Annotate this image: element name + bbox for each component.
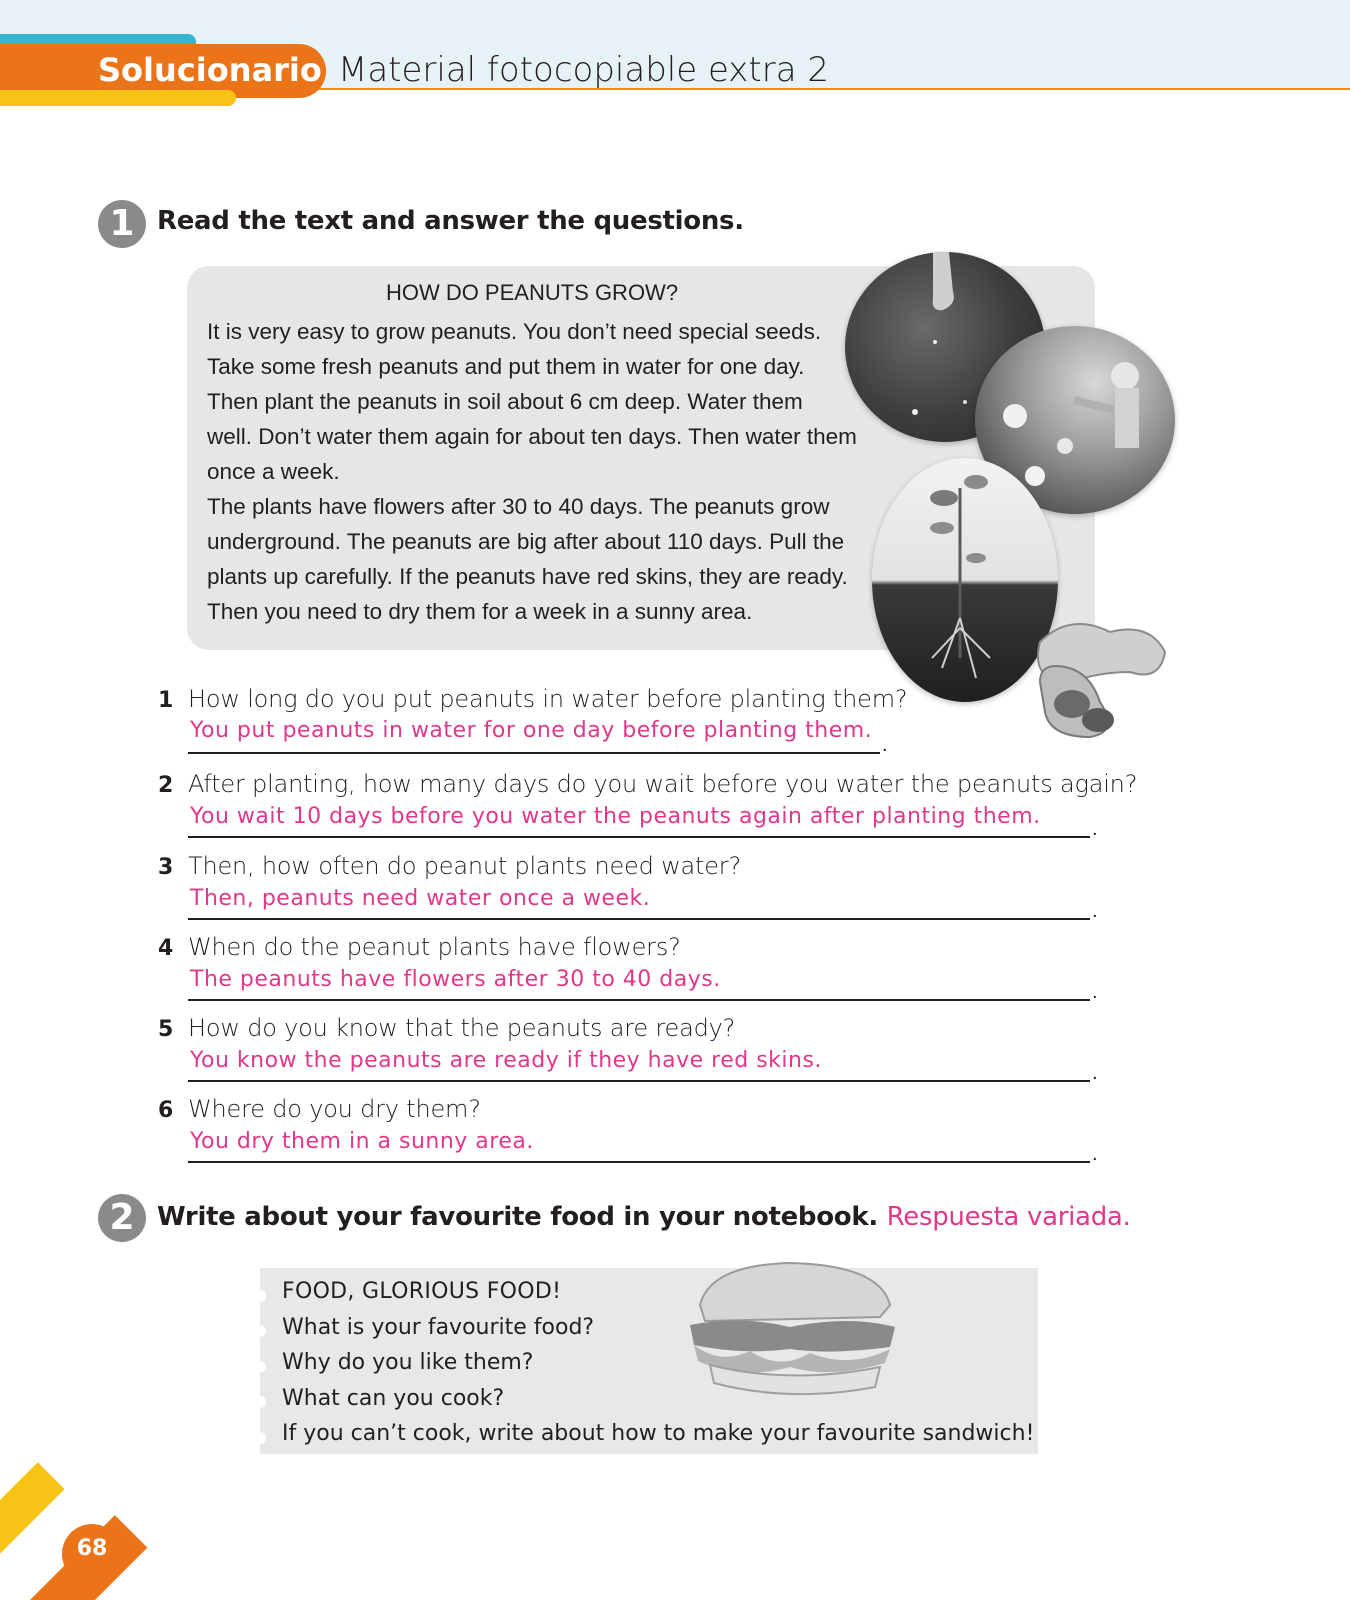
answer-text: You wait 10 days before you water the peanuts again after planting them.	[190, 804, 1041, 829]
question-text: How do you know that the peanuts are ready?	[188, 1014, 736, 1042]
reading-line: It is very easy to grow peanuts. You don’t need special seeds.	[207, 319, 822, 344]
answer-text: Then, peanuts need water once a week.	[190, 886, 651, 911]
question-number: 1	[158, 688, 174, 713]
answer-text: The peanuts have flowers after 30 to 40 days.	[190, 967, 721, 992]
bullet	[254, 1396, 266, 1408]
bullet	[254, 1325, 266, 1337]
reading-line: once a week.	[207, 459, 340, 484]
answer-period: .	[1092, 1062, 1098, 1084]
answer-period: .	[882, 734, 888, 756]
bullet	[254, 1432, 266, 1444]
answer-text: You dry them in a sunny area.	[190, 1129, 534, 1154]
bullet	[254, 1361, 266, 1373]
answer-line	[188, 836, 1090, 838]
answer-period: .	[1092, 818, 1098, 840]
food-prompt-title: FOOD, GLORIOUS FOOD!	[282, 1279, 562, 1304]
answer-period: .	[1092, 900, 1098, 922]
food-prompt-text	[282, 1274, 1034, 1452]
answer-text: You put peanuts in water for one day before planting them.	[190, 718, 873, 743]
question-text: When do the peanut plants have flowers?	[188, 933, 681, 961]
bullet	[254, 1290, 266, 1302]
peanuts-image	[1030, 612, 1170, 742]
exercise-2-answer: Respuesta variada.	[886, 1202, 1131, 1232]
question-number: 4	[158, 936, 174, 961]
exercise-2-number: 2	[98, 1194, 146, 1242]
sandwich-image	[680, 1255, 905, 1405]
question-number: 2	[158, 773, 174, 798]
question-text: After planting, how many days do you wait before you water the peanuts again?	[188, 770, 1138, 798]
answer-period: .	[1092, 1143, 1098, 1165]
food-prompt-line: Why do you like them?	[282, 1350, 534, 1375]
page-number: 68	[76, 1536, 108, 1561]
food-prompt-line: What can you cook?	[282, 1385, 505, 1411]
exercise-1-instruction: Read the text and answer the questions.	[157, 206, 744, 236]
answer-text: You know the peanuts are ready if they have red skins.	[190, 1048, 822, 1073]
page-stripe-yellow	[0, 1462, 65, 1567]
exercise-2-heading	[157, 1202, 1131, 1232]
reading-line: The plants have flowers after 30 to 40 days. The peanuts grow	[207, 494, 830, 519]
reading-text	[207, 314, 887, 629]
question-text: Then, how often do peanut plants need water?	[188, 852, 741, 880]
exercise-1-number: 1	[98, 200, 146, 248]
answer-line	[188, 752, 880, 754]
food-prompt-line: If you can’t cook, write about how to make your favourite sandwich!	[282, 1421, 1035, 1446]
reading-line: plants up carefully. If the peanuts have red skins, they are ready.	[207, 564, 848, 589]
question-text: How long do you put peanuts in water before planting them?	[188, 685, 908, 713]
header-tab-label: Solucionario	[98, 51, 322, 89]
question-number: 6	[158, 1098, 174, 1123]
question-text: Where do you dry them?	[188, 1095, 481, 1123]
food-prompt-line: What is your favourite food?	[282, 1314, 595, 1340]
reading-line: underground. The peanuts are big after about 110 days. Pull the	[207, 529, 845, 554]
answer-period: .	[1092, 981, 1098, 1003]
reading-line: well. Don’t water them again for about ten days. Then water them	[207, 424, 857, 449]
question-number: 5	[158, 1017, 174, 1042]
page-title: Material fotocopiable extra 2	[338, 50, 829, 90]
exercise-2-instruction: Write about your favourite food in your notebook.	[157, 1202, 878, 1232]
question-number: 3	[158, 855, 174, 880]
answer-line	[188, 1161, 1090, 1163]
answer-line	[188, 1080, 1090, 1082]
reading-title: HOW DO PEANUTS GROW?	[385, 280, 679, 305]
answer-line	[188, 918, 1090, 920]
reading-line: Take some fresh peanuts and put them in water for one day.	[207, 354, 805, 379]
reading-line: Then plant the peanuts in soil about 6 cm deep. Water them	[207, 389, 803, 414]
answer-line	[188, 999, 1090, 1001]
header-tab-accent-yellow	[0, 90, 236, 106]
reading-line: Then you need to dry them for a week in a sunny area.	[207, 599, 753, 624]
